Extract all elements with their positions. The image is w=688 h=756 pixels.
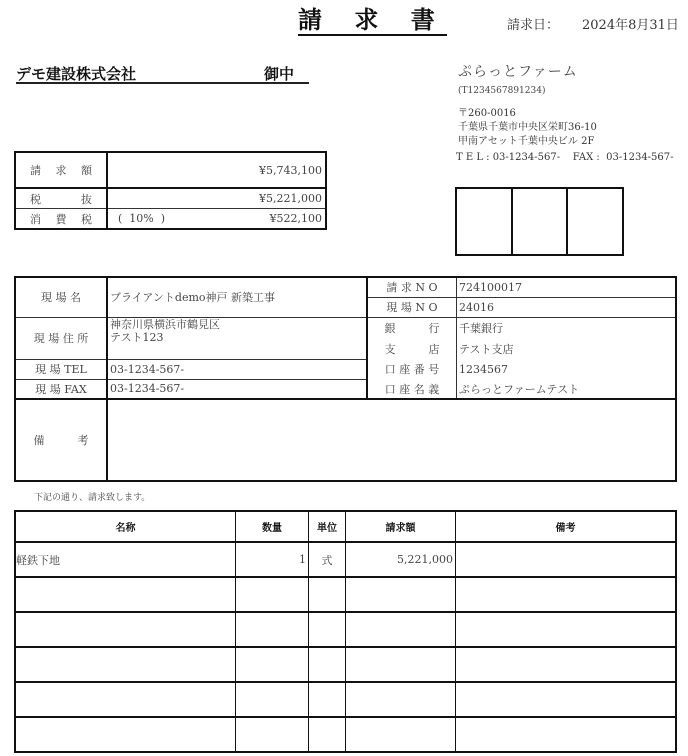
tax-rate: ( 10% ) <box>118 212 166 225</box>
item-unit <box>309 647 346 682</box>
client-honorific: 御中 <box>264 65 295 83</box>
account-name-label: 口 座 名 義 <box>367 379 457 399</box>
header-qty: 数量 <box>236 511 309 542</box>
issuer-name: ぷらっとファーム <box>458 64 578 80</box>
item-name <box>15 647 236 682</box>
item-row <box>15 542 676 577</box>
label-char: 税 <box>81 212 92 226</box>
item-unit <box>309 717 346 752</box>
header-name: 名称 <box>15 511 236 542</box>
item-note <box>456 717 677 752</box>
invoice-date-value: 2024年8月31日 <box>582 18 679 33</box>
issuer-postal: 〒260-0016 <box>458 108 516 119</box>
label-char: 費 <box>55 212 67 226</box>
client-block <box>16 63 309 84</box>
item-qty: 1 <box>236 542 309 577</box>
label-char: 請 <box>30 164 41 177</box>
account-no-value: 1234567 <box>457 359 677 379</box>
total-amount: ¥5,743,100 <box>107 152 326 188</box>
issuer-registration: (T1234567891234) <box>458 86 546 96</box>
stamp-box <box>457 189 513 254</box>
subtotal-row <box>15 188 326 209</box>
item-name <box>15 717 236 752</box>
remarks-value <box>107 399 676 481</box>
label-char: 消 <box>30 212 41 226</box>
issuer-contact: T E L : 03-1234-567- FAX : 03-1234-567- <box>456 152 674 163</box>
item-qty <box>236 612 309 647</box>
client-name: デモ建設株式会社 <box>16 65 137 83</box>
site-name-label: 現 場 名 <box>15 277 107 317</box>
label-char: 求 <box>55 164 67 177</box>
site-tel-value: 03-1234-567- <box>107 359 367 379</box>
header-note: 備考 <box>456 511 677 542</box>
site-address-line1: 神奈川県横浜市鶴見区 <box>110 317 220 331</box>
item-note <box>456 612 677 647</box>
site-fax-label: 現 場 FAX <box>15 379 107 399</box>
total-row <box>15 152 326 188</box>
item-qty <box>236 717 309 752</box>
issuer-address1: 千葉県千葉市中央区栄町36-10 <box>458 122 597 133</box>
site-address-label: 現 場 住 所 <box>15 317 107 359</box>
tax-row <box>15 209 326 230</box>
item-qty <box>236 682 309 717</box>
item-row <box>15 577 676 612</box>
item-row <box>15 682 676 717</box>
item-qty <box>236 577 309 612</box>
site-no-value: 24016 <box>457 297 677 317</box>
item-row <box>15 612 676 647</box>
item-note <box>456 542 677 577</box>
label-char: 額 <box>81 164 92 177</box>
invoice-no-value: 724100017 <box>457 277 677 297</box>
bank-value: 千葉銀行 <box>457 317 677 338</box>
item-name: 軽鉄下地 <box>15 542 236 577</box>
document-title: 請 求 書 <box>298 6 447 34</box>
item-note <box>456 647 677 682</box>
site-name-value: ブライアントdemo神戸 新築工事 <box>107 277 367 317</box>
account-name-value: ぷらっとファームテスト <box>457 379 677 399</box>
item-row <box>15 717 676 752</box>
item-note <box>456 577 677 612</box>
site-tel-label: 現 場 TEL <box>15 359 107 379</box>
item-note <box>456 682 677 717</box>
invoice-date-label: 請求日： <box>507 18 560 33</box>
header-unit: 単位 <box>309 511 346 542</box>
site-info-table <box>14 276 677 482</box>
site-fax-value: 03-1234-567- <box>107 379 367 399</box>
stamp-box <box>513 189 569 254</box>
item-row <box>15 647 676 682</box>
tax-amount: ¥522,100 <box>269 212 322 225</box>
invoice-no-label: 請 求 N O <box>367 277 457 297</box>
site-address-line2: テスト123 <box>110 330 164 344</box>
item-unit <box>309 577 346 612</box>
item-amount <box>346 647 456 682</box>
item-name <box>15 682 236 717</box>
remarks-label: 備 考 <box>15 399 107 481</box>
branch-label: 支 店 <box>367 338 457 359</box>
site-no-label: 現 場 N O <box>367 297 457 317</box>
label-char: 税 <box>30 192 41 206</box>
item-amount: 5,221,000 <box>346 542 456 577</box>
item-amount <box>346 682 456 717</box>
item-unit <box>309 682 346 717</box>
items-table <box>14 510 677 753</box>
stamp-boxes <box>455 187 624 256</box>
item-qty <box>236 647 309 682</box>
item-amount <box>346 577 456 612</box>
item-unit: 式 <box>309 542 346 577</box>
issuer-address2: 甲南アセット千葉中央ビル 2F <box>458 136 595 147</box>
item-name <box>15 612 236 647</box>
item-amount <box>346 717 456 752</box>
totals-table <box>14 151 327 230</box>
items-header-row <box>15 511 676 542</box>
bank-label: 銀 行 <box>367 317 457 338</box>
intro-text: 下記の通り、請求致します。 <box>34 493 151 503</box>
stamp-box <box>568 189 622 254</box>
item-name <box>15 577 236 612</box>
account-no-label: 口 座 番 号 <box>367 359 457 379</box>
subtotal-amount: ¥5,221,000 <box>107 188 326 209</box>
item-amount <box>346 612 456 647</box>
header-amount: 請求額 <box>346 511 456 542</box>
branch-value: テスト支店 <box>457 338 677 359</box>
label-char: 抜 <box>81 192 92 206</box>
item-unit <box>309 612 346 647</box>
